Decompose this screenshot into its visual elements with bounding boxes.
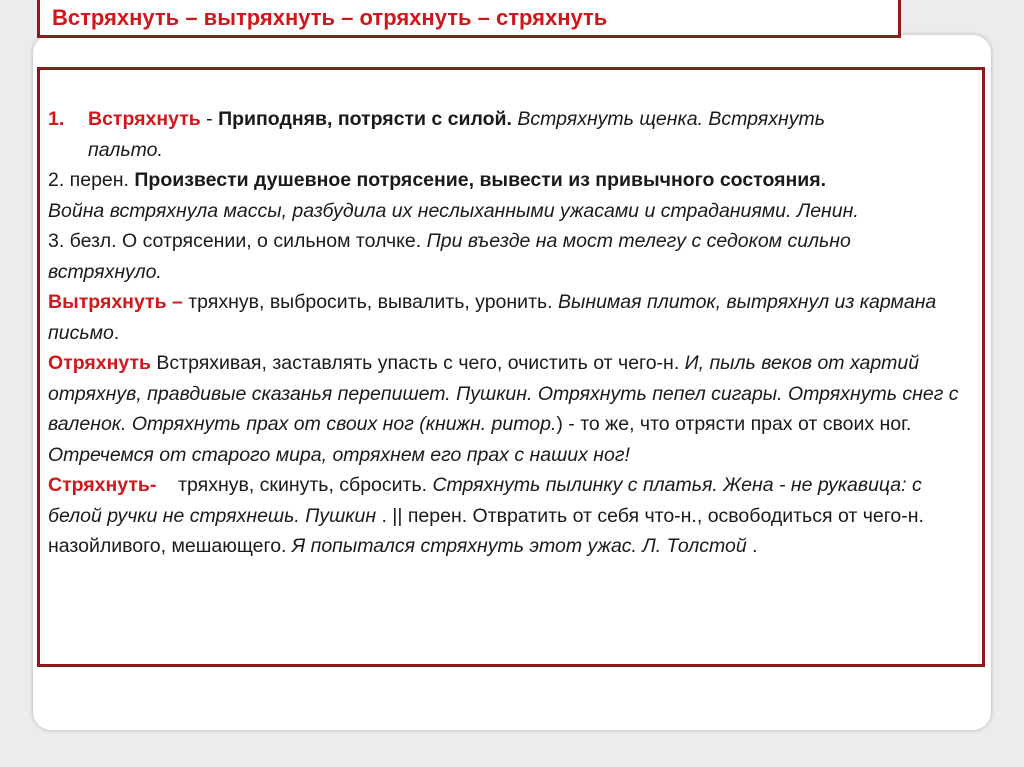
example: Отречемся от старого мира, отряхнем его прах с наших ног! xyxy=(48,443,630,466)
example: пальто. xyxy=(88,138,163,161)
headword: Вытряхнуть – xyxy=(48,291,183,313)
definition: Встряхивая, заставлять упасть с чего, очистить от чего-н. xyxy=(151,352,685,374)
headword: Стряхнуть- xyxy=(48,474,157,496)
sense-2 xyxy=(48,165,963,196)
sense-3 xyxy=(48,226,963,287)
punctuation: . xyxy=(113,321,120,344)
definition: Приподняв, потрясти с силой. xyxy=(218,108,512,130)
example: Война встряхнула массы, разбудила их неслыханными ужасами и страданиями. Ленин. xyxy=(48,199,859,222)
entry-stryakhnut xyxy=(48,470,963,562)
title-box xyxy=(37,0,901,38)
slide-title: Встряхнуть – вытряхнуть – отряхнуть – стряхнуть xyxy=(52,5,608,30)
definition: Произвести душевное потрясение, вывести из привычного состояния. xyxy=(134,169,827,191)
definition: тряхнув, скинуть, сбросить. xyxy=(156,474,433,496)
entry-otryakhnut xyxy=(48,348,963,470)
sense-label: 3. безл. О сотрясении, о сильном толчке. xyxy=(48,230,427,252)
example: И, пыль веков от хартий отряхнув, правдивые сказанья перепишет. Пушкин. Отряхнуть пепел сигары. Отряхнуть снег с валенок. Отряхнуть прах от своих ног (книжн. ритор. xyxy=(48,352,959,435)
list-number: 1. xyxy=(48,108,65,130)
sense-2-example xyxy=(48,196,963,227)
example: При въезде на мост телегу с седоком сильно встряхнуло. xyxy=(48,230,851,283)
example: Встряхнуть щенка. Встряхнуть xyxy=(511,108,825,130)
example: Вынимая плиток, вытряхнул из кармана письмо xyxy=(48,291,937,344)
definition: . || перен. Отвратить от себя что-н., освободиться от чего-н. назойливого, мешающего. xyxy=(48,504,924,557)
definition: - то же, что отрясти прах от своих ног. xyxy=(562,413,912,435)
definition: тряхнув, выбросить, вывалить, уронить. xyxy=(182,291,558,313)
example: Стряхнуть пылинку с платья. Жена - не рукавица: с белой ручки не стряхнешь. Пушкин xyxy=(48,474,922,527)
punctuation: ) xyxy=(556,413,563,435)
dictionary-content xyxy=(48,104,963,562)
entry-vytryakhnut xyxy=(48,287,963,348)
headword: Встряхнуть xyxy=(88,108,201,130)
sense-label: 2. перен. xyxy=(48,169,135,191)
entry-vstryakhnut-cont xyxy=(48,135,963,166)
entry-vstryakhnut xyxy=(48,104,963,135)
separator: - xyxy=(200,108,219,130)
punctuation: . xyxy=(746,535,758,557)
example: Я попытался стряхнуть этот ужас. Л. Толстой xyxy=(291,535,747,557)
headword: Отряхнуть xyxy=(48,352,151,374)
